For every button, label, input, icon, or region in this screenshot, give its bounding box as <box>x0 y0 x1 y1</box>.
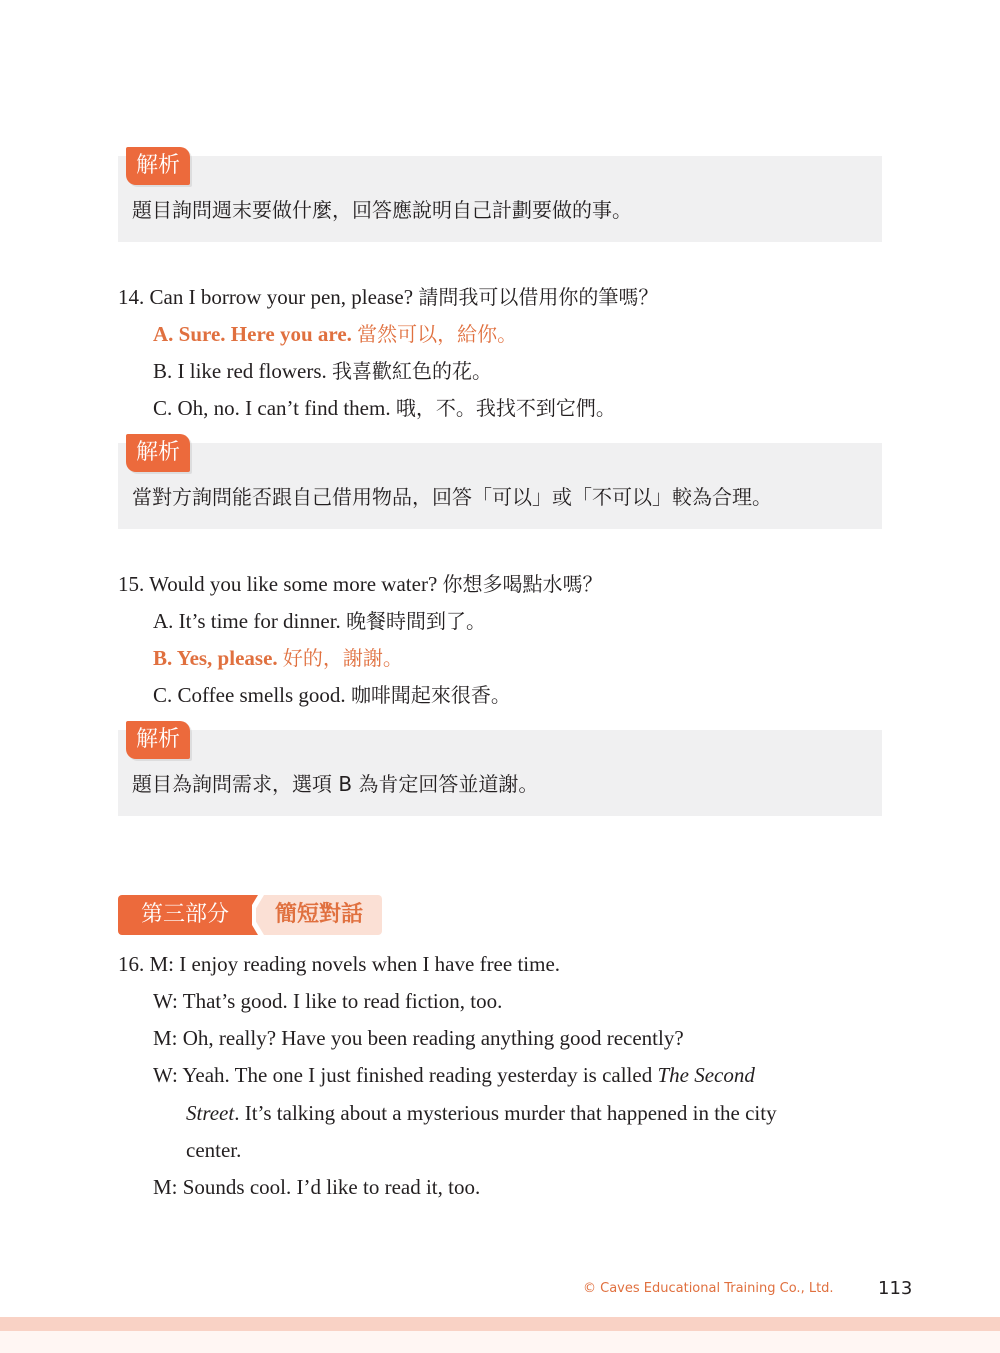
bottom-band-light <box>0 1331 1000 1353</box>
option-14a-en: A. Sure. Here you are. <box>153 322 352 346</box>
section-title: 簡短對話 <box>256 895 382 935</box>
dialogue-line-6: center. <box>186 1138 242 1162</box>
option-14c-zh: 哦，不。我找不到它們。 <box>395 396 616 420</box>
option-15a <box>153 607 486 635</box>
question-14-zh: 請問我可以借用你的筆嗎？ <box>418 285 659 309</box>
question-15-en: 15. Would you like some more water? <box>118 572 438 596</box>
dialogue-line-4 <box>153 1061 755 1089</box>
analysis-text-13: 題目詢問週末要做什麼，回答應說明自己計劃要做的事。 <box>132 198 632 222</box>
option-14c-en: C. Oh, no. I can’t find them. <box>153 396 391 420</box>
dialogue-line-5 <box>186 1099 777 1127</box>
bottom-band <box>0 1317 1000 1331</box>
dialogue-line-4-text: W: Yeah. The one I just finished reading yesterday is called <box>153 1063 658 1087</box>
page-number: 113 <box>878 1278 913 1299</box>
section-label: 第三部分 <box>118 895 252 935</box>
analysis-box-14 <box>118 440 882 529</box>
analysis-text-14: 當對方詢問能否跟自己借用物品，回答「可以」或「不可以」較為合理。 <box>132 485 772 509</box>
option-14a <box>153 320 517 348</box>
dialogue-line-5-text: . It’s talking about a mysterious murder that happened in the city <box>234 1101 777 1125</box>
analysis-text-15: 題目為詢問需求，選項 B 為肯定回答並道謝。 <box>132 772 539 796</box>
option-14b <box>153 357 492 385</box>
analysis-tag: 解析 <box>126 147 190 185</box>
option-15a-en: A. It’s time for dinner. <box>153 609 341 633</box>
question-14-en: 14. Can I borrow your pen, please? <box>118 285 414 309</box>
option-15c-zh: 咖啡聞起來很香。 <box>350 683 511 707</box>
question-14 <box>118 283 658 311</box>
analysis-tag: 解析 <box>126 721 190 759</box>
option-14b-zh: 我喜歡紅色的花。 <box>332 359 493 383</box>
option-15c-en: C. Coffee smells good. <box>153 683 346 707</box>
option-14c <box>153 394 616 422</box>
analysis-box-15 <box>118 727 882 816</box>
dialogue-line-1: 16. M: I enjoy reading novels when I have free time. <box>118 952 561 976</box>
footer-copyright: © Caves Educational Training Co., Ltd. <box>583 1281 834 1296</box>
question-15 <box>118 570 603 598</box>
dialogue-line-3: M: Oh, really? Have you been reading anything good recently? <box>153 1026 684 1050</box>
book-title-part2: Street <box>186 1101 235 1125</box>
option-15b-en: B. Yes, please. <box>153 646 278 670</box>
question-15-zh: 你想多喝點水嗎？ <box>442 572 603 596</box>
dialogue-line-7: M: Sounds cool. I’d like to read it, too. <box>153 1175 481 1199</box>
option-15a-zh: 晚餐時間到了。 <box>346 609 487 633</box>
option-15b-zh: 好的，謝謝。 <box>282 646 403 670</box>
analysis-tag: 解析 <box>126 434 190 472</box>
option-14b-en: B. I like red flowers. <box>153 359 327 383</box>
option-15c <box>153 681 511 709</box>
dialogue-line-2: W: That’s good. I like to read fiction, too. <box>153 989 503 1013</box>
option-15b <box>153 644 403 672</box>
book-title-part1: The Second <box>657 1063 755 1087</box>
option-14a-zh: 當然可以，給你。 <box>357 322 518 346</box>
analysis-box-13 <box>118 153 882 242</box>
